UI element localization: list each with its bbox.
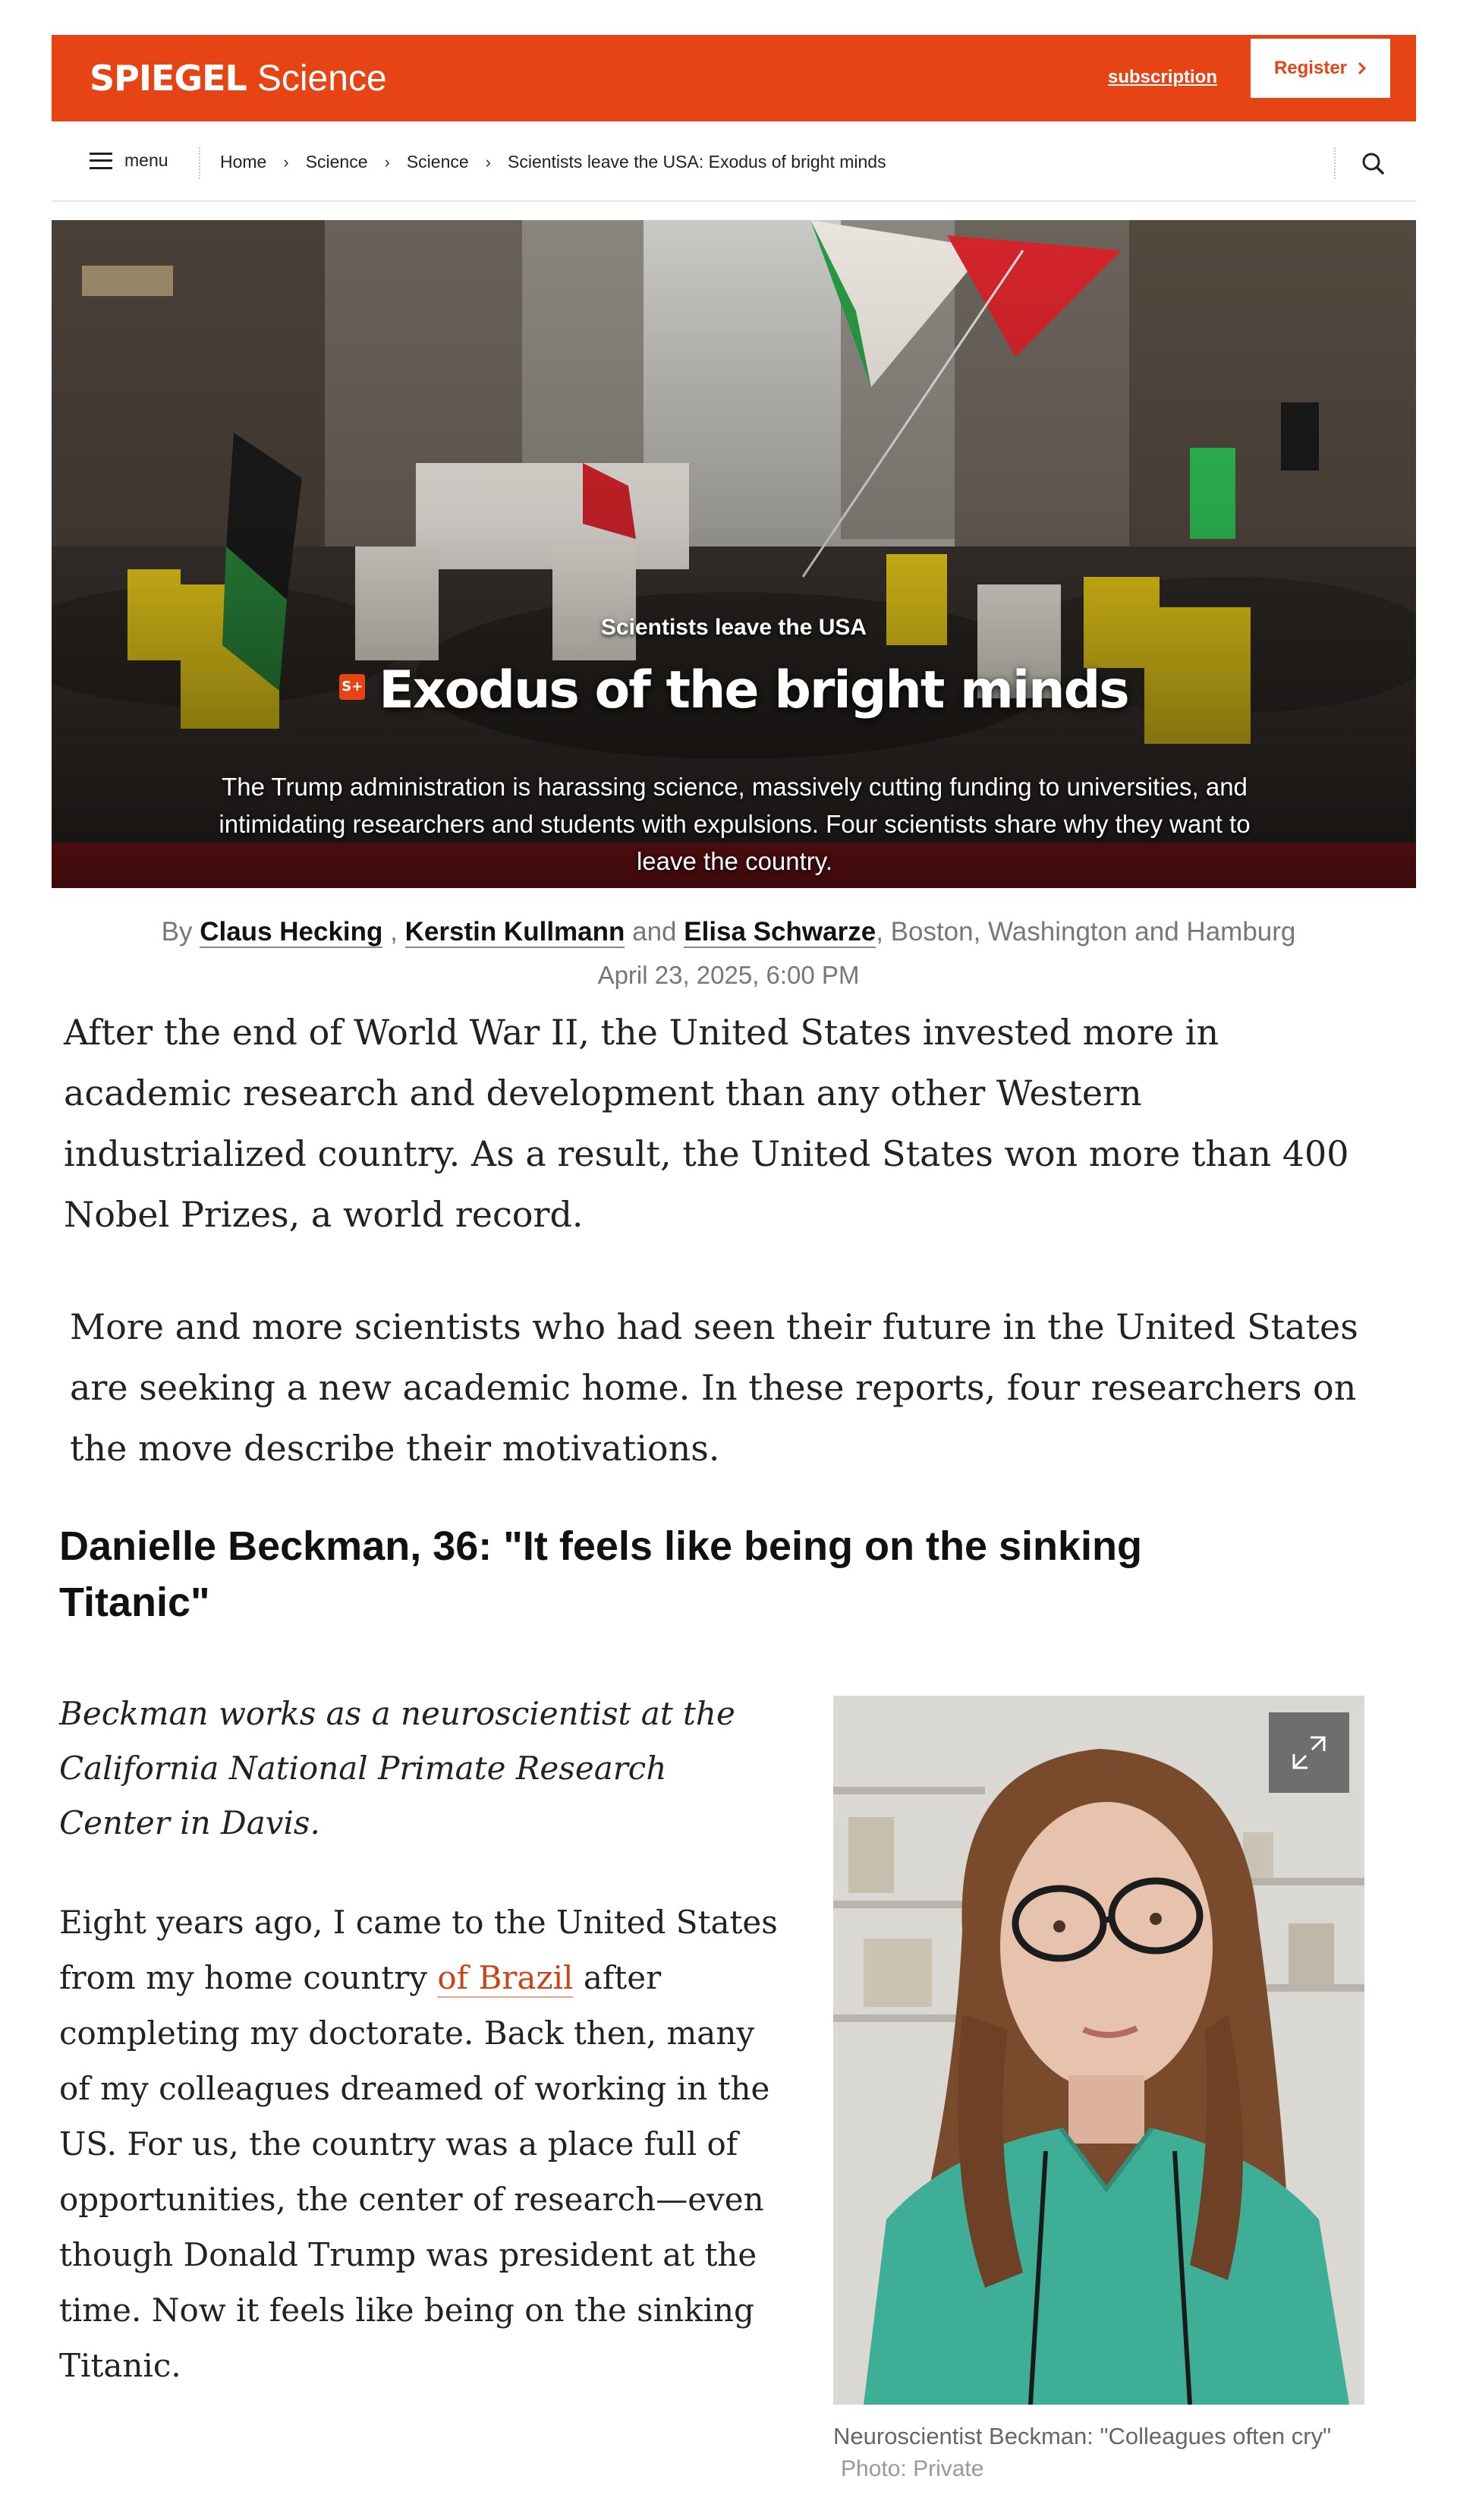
intro-paragraph-1: After the end of World War II, the United States invested more in academic research and development than any other Western industrialized country. As a result, the United States won more than 400 Nobel Prizes, a world record. <box>64 1012 1349 1235</box>
breadcrumb-science[interactable]: Science <box>305 152 368 172</box>
image-caption: Neuroscientist Beckman: "Colleagues often cry" <box>833 2423 1332 2449</box>
article-kicker: Scientists leave the USA <box>600 615 867 640</box>
menu-label: menu <box>124 150 168 170</box>
byline-separator: , <box>390 917 398 947</box>
chevron-right-icon: › <box>485 152 491 172</box>
chevron-right-icon: › <box>283 152 289 172</box>
nav-divider <box>1334 147 1336 179</box>
image-credit: Photo: Private <box>841 2456 984 2481</box>
intro-paragraph-2: More and more scientists who had seen their future in the United States are seeking a new academic home. In these reports, four researchers on the move describe their motivations. <box>70 1306 1358 1469</box>
navigation-bar <box>52 128 1416 202</box>
spiegel-logo[interactable] <box>90 58 387 99</box>
chevron-right-icon <box>1358 61 1367 75</box>
portrait-photo <box>833 1696 1364 2405</box>
chevron-right-icon: › <box>384 152 390 172</box>
hero-image[interactable] <box>52 220 1416 888</box>
byline-separator: and <box>632 917 677 947</box>
headline-text: Exodus of the bright minds <box>379 660 1128 720</box>
author-link-hecking[interactable]: Claus Hecking <box>200 917 383 947</box>
section-name: Science <box>256 58 387 99</box>
article-summary: The Trump administration is harassing science, massively cutting funding to universities, and intimidating researchers and students with expulsions. Four scientists share why they want to leave the country. <box>219 773 1251 875</box>
search-icon[interactable] <box>1358 149 1389 179</box>
byline-prefix: By <box>161 917 193 947</box>
body-text-part-2: after completing my doctorate. Back then, many of my colleagues dreamed of working in the US. For us, the country was a place full of opportunities, the center of research—even though Donald Trump was president at the time. Now it feels like being on the sinking Titanic. <box>59 1959 770 2384</box>
portrait-image[interactable] <box>833 1696 1364 2405</box>
spiegel-plus-badge: S+ <box>339 674 365 700</box>
register-label: Register <box>1273 58 1348 78</box>
breadcrumb <box>220 152 886 172</box>
hamburger-icon <box>90 153 112 169</box>
breadcrumb-home[interactable]: Home <box>220 152 267 172</box>
expand-icon <box>1288 1731 1330 1774</box>
byline-locations: , Boston, Washington and Hamburg <box>876 917 1296 947</box>
register-button[interactable] <box>1251 39 1390 98</box>
section-heading: Danielle Beckman, 36: "It feels like being on the sinking Titanic" <box>59 1523 1143 1625</box>
body-paragraph <box>59 1895 780 2393</box>
expand-image-button[interactable] <box>1269 1712 1349 1793</box>
article-headline <box>52 660 1416 720</box>
subscription-link[interactable]: subscription <box>1107 67 1217 87</box>
nav-divider <box>199 147 200 179</box>
brazil-link[interactable]: of Brazil <box>437 1959 574 1996</box>
breadcrumb-science-sub[interactable]: Science <box>406 152 469 172</box>
breadcrumb-current: Scientists leave the USA: Exodus of bright minds <box>508 152 886 172</box>
author-link-kullmann[interactable]: Kerstin Kullmann <box>404 917 625 947</box>
brand-name: SPIEGEL <box>90 57 247 99</box>
publish-date: April 23, 2025, 6:00 PM <box>597 961 860 989</box>
body-text-part-1: Eight years ago, I came to the United States from my home country <box>59 1904 778 1996</box>
author-link-schwarze[interactable]: Elisa Schwarze <box>684 917 876 947</box>
site-header <box>52 35 1416 121</box>
section-intro-italic: Beckman works as a neuroscientist at the California National Primate Research Center in Davis. <box>59 1695 735 1841</box>
menu-button[interactable] <box>90 150 168 171</box>
byline <box>0 917 1457 947</box>
